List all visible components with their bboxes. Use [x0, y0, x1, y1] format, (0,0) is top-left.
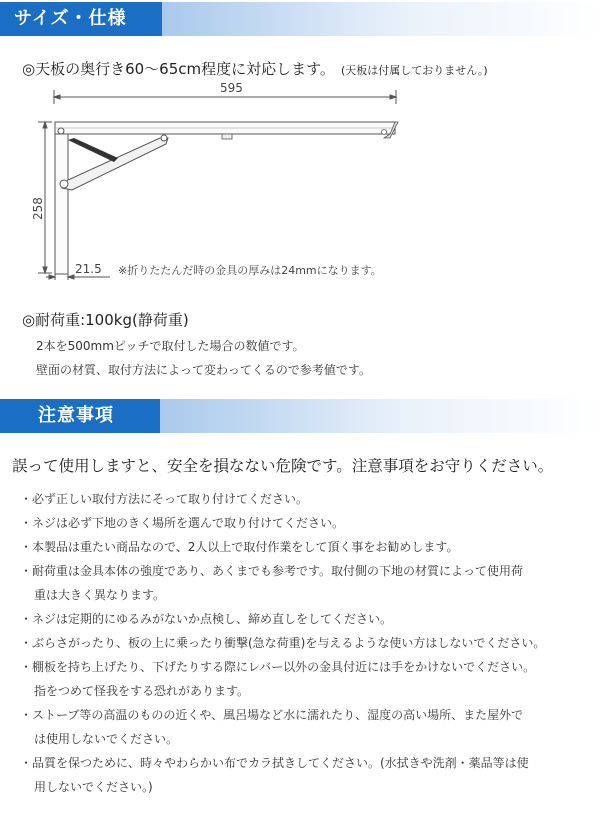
section-header-caution	[0, 399, 600, 433]
caution-item: ・ネジは必ず下地のきく場所を選んで取り付けてください。	[20, 516, 345, 530]
caution-item-continued: 重は大きく異なります。	[34, 588, 166, 602]
section-title: サイズ・仕様	[14, 8, 127, 29]
header-fade	[162, 2, 600, 36]
caution-item: ・棚板を持ち上げたり、下げたりする際にレバー以外の金具付近には手をかけないでください。	[20, 660, 536, 674]
load-note-1: 2本を500mmピッチで取付した場合の数値です。	[36, 339, 305, 353]
spec-depth-text: ◎天板の奥行き60〜65cm程度に対応します。	[22, 60, 335, 78]
bracket-shape	[55, 122, 398, 274]
thickness-note: ※折りたたんだ時の金具の厚みは24mmになります。	[118, 264, 382, 277]
caution-item: ・ネジは定期的にゆるみがないか点検し、締め直しをしてください。	[20, 612, 393, 626]
caution-item: ・ストーブ等の高温のものの近くや、風呂場など水に濡れたり、湿度の高い場所、また屋外で	[20, 708, 524, 722]
caution-item: ・品質を保つために、時々やわらかい布でカラ拭きしてください。(水拭きや洗剤・薬品等は使	[20, 756, 529, 770]
load-capacity-title: ◎耐荷重:100kg(静荷重)	[22, 311, 189, 329]
spec-depth-note: (天板は付属しておりません。)	[340, 64, 488, 77]
load-note-2: 壁面の材質、取付方法によって変わってくるので参考値です。	[36, 363, 371, 377]
caution-lead: 誤って使用しますと、安全を損なない危険です。注意事項をお守りください。	[12, 457, 554, 475]
depth-label: 21.5	[75, 262, 102, 276]
section-title: 注意事項	[38, 405, 114, 426]
section-header-size-spec	[0, 2, 600, 36]
caution-item: ・ぶらさがったり、板の上に乗ったり衝撃(急な荷重)を与えるような使い方はしないでください。	[20, 636, 546, 650]
caution-item-continued: は使用しないでください。	[34, 732, 179, 746]
bracket-dimension-diagram	[0, 80, 600, 290]
caution-item: ・耐荷重は金具本体の強度であり、あくまでも参考です。取付側の下地の材質によって使用荷	[20, 564, 524, 578]
caution-item-continued: 用しないでください。)	[34, 780, 153, 794]
caution-item-continued: 指をつめて怪我をする恐れがあります。	[34, 684, 250, 698]
width-label: 595	[220, 81, 243, 95]
caution-item: ・本製品は重たい商品なので、2人以上で取付作業をして頂く事をお勧めします。	[20, 540, 459, 554]
spec-depth-line	[22, 58, 488, 79]
header-fade	[160, 399, 600, 433]
caution-item: ・必ず正しい取付方法にそって取り付けてください。	[20, 492, 309, 506]
height-label: 258	[31, 197, 45, 220]
